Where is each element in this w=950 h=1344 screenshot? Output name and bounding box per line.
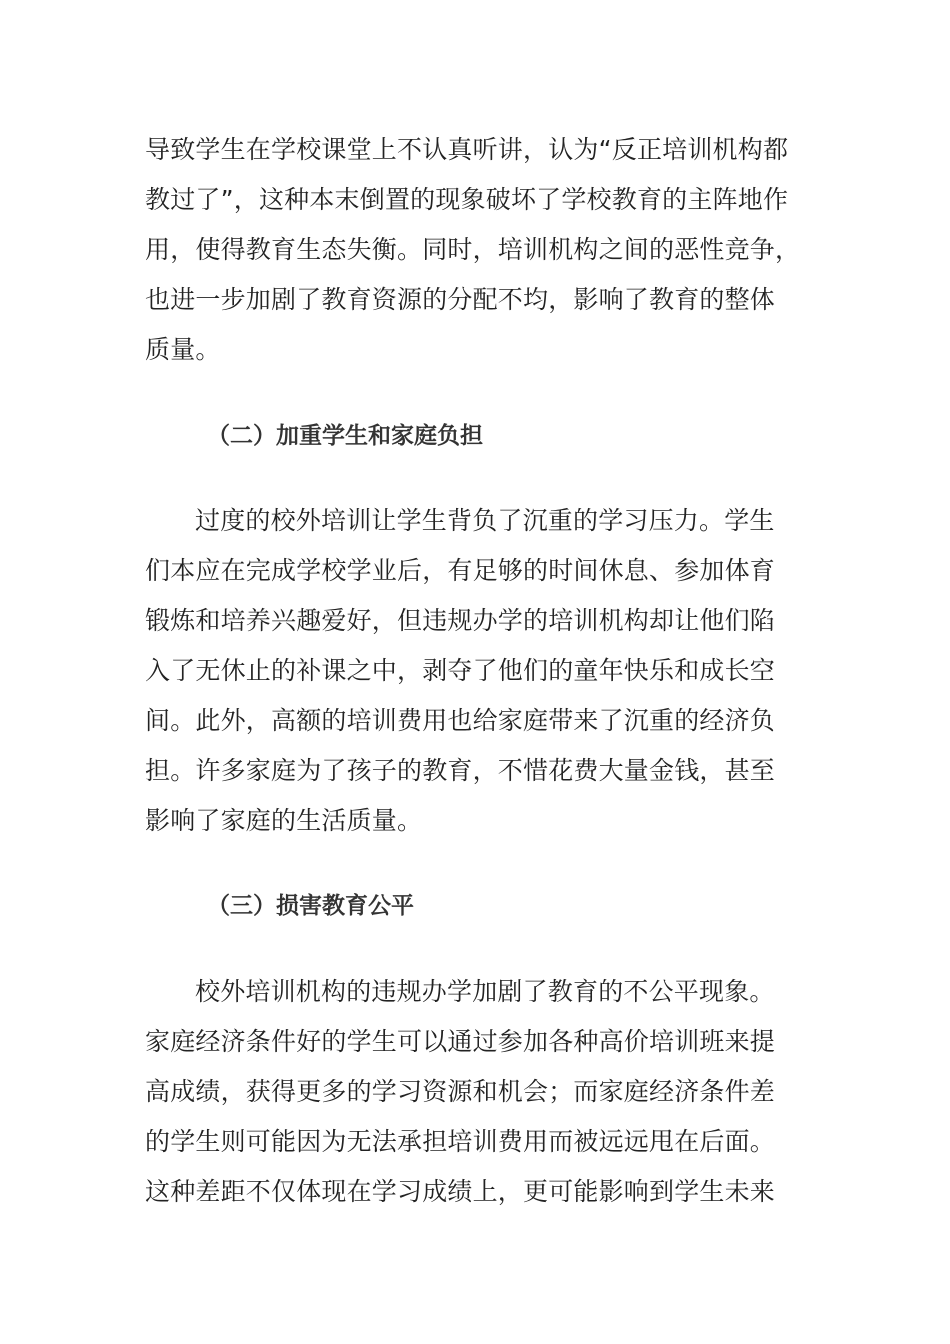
paragraph-line: 入了无休止的补课之中，剥夺了他们的童年快乐和成长空	[145, 656, 776, 685]
paragraph-line: 锻炼和培养兴趣爱好，但违规办学的培训机构却让他们陷	[145, 606, 776, 635]
section-heading-2: （二）加重学生和家庭负担	[207, 423, 483, 449]
paragraph-line: 也进一步加剧了教育资源的分配不均，影响了教育的整体	[145, 285, 776, 314]
paragraph-line: 质量。	[145, 335, 221, 364]
paragraph-line: 导致学生在学校课堂上不认真听讲，认为“反正培训机构都	[145, 135, 789, 164]
paragraph-line: 们本应在完成学校学业后，有足够的时间休息、参加体育	[145, 556, 776, 585]
paragraph-line: 间。此外，高额的培训费用也给家庭带来了沉重的经济负	[145, 706, 776, 735]
paragraph-line: 这种差距不仅体现在学习成绩上，更可能影响到学生未来	[145, 1177, 776, 1206]
paragraph-line: 教过了”，这种本末倒置的现象破坏了学校教育的主阵地作	[145, 185, 789, 214]
paragraph-line: 影响了家庭的生活质量。	[145, 806, 423, 835]
paragraph-line: 家庭经济条件好的学生可以通过参加各种高价培训班来提	[145, 1027, 776, 1056]
paragraph-line: 过度的校外培训让学生背负了沉重的学习压力。学生	[195, 506, 775, 535]
paragraph-line: 的学生则可能因为无法承担培训费用而被远远甩在后面。	[145, 1127, 776, 1156]
section-heading-3: （三）损害教育公平	[207, 893, 414, 919]
paragraph-line: 校外培训机构的违规办学加剧了教育的不公平现象。	[195, 977, 775, 1006]
paragraph-line: 用，使得教育生态失衡。同时，培训机构之间的恶性竞争，	[145, 235, 801, 264]
paragraph-line: 担。许多家庭为了孩子的教育，不惜花费大量金钱，甚至	[145, 756, 776, 785]
paragraph-line: 高成绩，获得更多的学习资源和机会；而家庭经济条件差	[145, 1077, 776, 1106]
